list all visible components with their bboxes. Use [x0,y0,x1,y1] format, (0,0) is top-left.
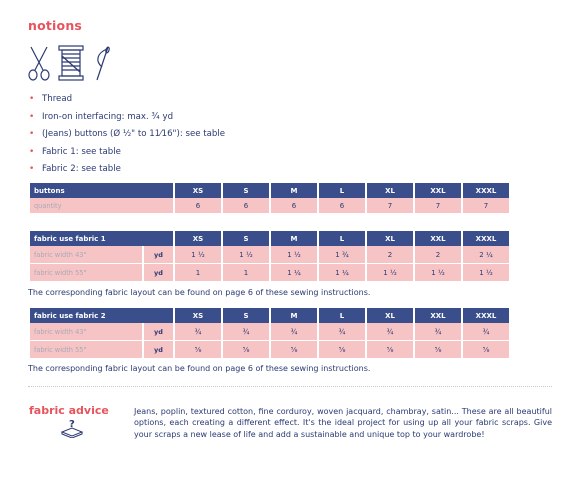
table-header-row [30,308,509,323]
table-row [30,323,509,340]
table-cell: 1 [223,263,269,281]
row-label: fabric width 43" [30,323,142,340]
table-cell: ⅝ [319,340,365,358]
size-header: S [223,308,269,323]
table-cell: 6 [175,198,221,213]
table-row [30,246,509,263]
list-item: • Iron-on interfacing: max. ¾ yd [29,110,225,128]
table-cell: ¾ [175,323,221,340]
size-header: XXXL [463,308,509,323]
table-cell: ¾ [319,323,365,340]
table-cell: ¾ [367,323,413,340]
table-cell: ¾ [463,323,509,340]
table-cell: ⅝ [271,340,317,358]
fabric1-table [28,231,511,281]
table-cell: 1 ½ [415,263,461,281]
table-cell: 2 [415,246,461,263]
thread-spool-icon [58,45,84,85]
section-divider [28,386,552,387]
table-cell: 7 [415,198,461,213]
table-header-label: fabric use fabric 2 [30,308,173,323]
size-header: XL [367,231,413,246]
size-header: L [319,231,365,246]
table-cell: ¾ [223,323,269,340]
table-cell: 7 [463,198,509,213]
list-item: • (Jeans) buttons (Ø ½" to 11⁄16"): see table [29,127,225,145]
table-cell: 1 ½ [463,263,509,281]
unit-label: yd [144,246,173,263]
table-cell: ¾ [271,323,317,340]
table-header-row [30,231,509,246]
size-header: XXL [415,183,461,198]
table-header-label: fabric use fabric 1 [30,231,173,246]
notions-icons [27,45,117,81]
size-header: XS [175,308,221,323]
table-cell: 1 [175,263,221,281]
size-header: XL [367,183,413,198]
table-cell: 7 [367,198,413,213]
table-cell: 1 ½ [175,246,221,263]
size-header: XXL [415,308,461,323]
notions-list [29,92,225,180]
size-header: M [271,183,317,198]
unit-label: yd [144,263,173,281]
size-header: M [271,308,317,323]
row-label: fabric width 55" [30,263,142,281]
unit-label: yd [144,340,173,358]
table-row [30,263,509,281]
svg-text:?: ? [69,419,75,430]
table-row [30,340,509,358]
fabric1-note: The corresponding fabric layout can be found on page 6 of these sewing instructions. [28,288,371,297]
section-title-fabric-advice: fabric advice [29,404,109,417]
table-cell: 1 ½ [223,246,269,263]
table-cell: 1 ¼ [271,263,317,281]
size-header: S [223,231,269,246]
size-header: L [319,183,365,198]
unit-label: yd [144,323,173,340]
table-cell: 1 ¾ [319,246,365,263]
table-cell: 2 [367,246,413,263]
table-cell: 1 ½ [367,263,413,281]
scissors-icon [27,45,51,85]
size-header: XS [175,183,221,198]
size-header: M [271,231,317,246]
table-row [30,198,509,213]
list-item: • Thread [29,92,225,110]
list-item: • Fabric 2: see table [29,162,225,180]
list-item: • Fabric 1: see table [29,145,225,163]
table-cell: 6 [271,198,317,213]
table-cell: 6 [223,198,269,213]
size-header: XS [175,231,221,246]
table-cell: ⅝ [415,340,461,358]
row-label: fabric width 55" [30,340,142,358]
table-cell: 1 ½ [271,246,317,263]
size-header: XXXL [463,183,509,198]
table-header-row [30,183,509,198]
table-cell: 6 [319,198,365,213]
size-header: L [319,308,365,323]
table-cell: ⅝ [367,340,413,358]
fabric-advice-text: Jeans, poplin, textured cotton, fine corduroy, woven jacquard, chambray, satin... These are all beautiful options, each creating a different effect. It's the ideal project for using up all your fabric scraps. Give your scraps a new lease of life and add a sustainable and unique top to your wardrobe! [134,407,552,439]
table-cell: ⅝ [175,340,221,358]
table-cell: ¾ [415,323,461,340]
question-fabric-icon [60,418,84,438]
section-title-notions: notions [28,18,83,33]
size-header: S [223,183,269,198]
needle-icon [93,45,113,85]
table-cell: 2 ¼ [463,246,509,263]
row-label: quantity [30,198,173,213]
table-cell: ⅝ [463,340,509,358]
size-header: XXL [415,231,461,246]
buttons-table [28,183,511,213]
row-label: fabric width 43" [30,246,142,263]
fabric2-table [28,308,511,358]
size-header: XXXL [463,231,509,246]
table-cell: ⅝ [223,340,269,358]
size-header: XL [367,308,413,323]
table-header-label: buttons [30,183,173,198]
fabric2-note: The corresponding fabric layout can be found on page 6 of these sewing instructions. [28,364,371,373]
table-cell: 1 ¼ [319,263,365,281]
